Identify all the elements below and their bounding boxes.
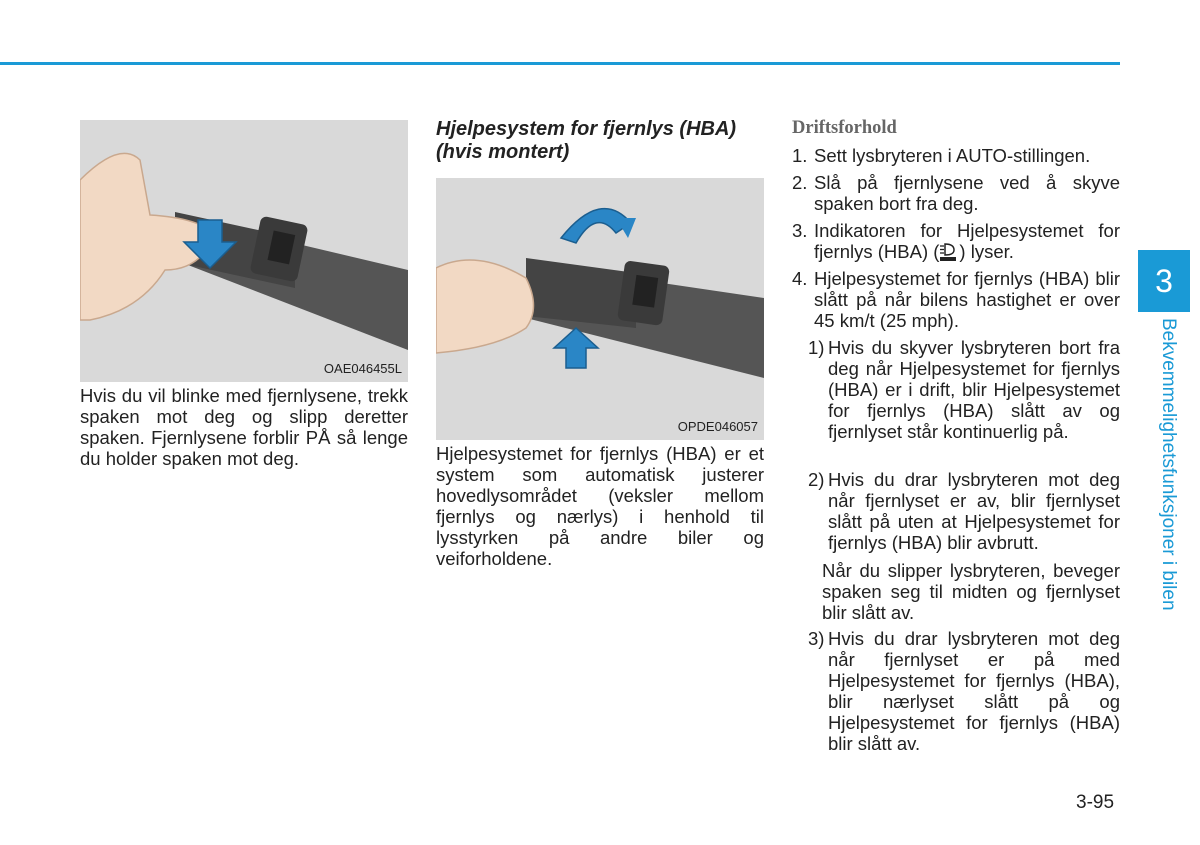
item-text: Indikatoren for Hjelpesystemet for fjernlys (HBA) ( ) lyser. bbox=[814, 220, 1120, 262]
figure-hba-stalk bbox=[436, 178, 764, 440]
subheading: Driftsforhold bbox=[792, 118, 897, 138]
sub-list-item bbox=[808, 469, 1120, 553]
chapter-tab: 3 bbox=[1138, 250, 1190, 312]
chapter-title: Bekvemmelighetsfunksjoner i bilen bbox=[1158, 318, 1179, 611]
paragraph-hba: Hjelpesystemet for fjernlys (HBA) er et system som automatisk justerer hovedlysområdet (veksler mellom fjernlys og nærlys) i henhold til lysstyrken på andre biler og veiforholdene. bbox=[436, 443, 764, 569]
sub-list-item bbox=[808, 628, 1120, 754]
item-text: Sett lysbryteren i AUTO-stillingen. bbox=[814, 145, 1091, 166]
list-item bbox=[792, 220, 1120, 262]
item-text: Slå på fjernlysene ved å skyve spaken bort fra deg. bbox=[814, 172, 1120, 214]
header-rule bbox=[0, 62, 1120, 65]
item-number: 3. bbox=[792, 220, 808, 241]
sub-list-note bbox=[822, 560, 1120, 623]
hba-indicator-icon bbox=[939, 242, 959, 261]
list-item bbox=[792, 268, 1120, 331]
item-number: 2. bbox=[792, 172, 808, 193]
page-number: 3-95 bbox=[1076, 792, 1115, 813]
heading-line-2: (hvis montert) bbox=[436, 141, 570, 163]
item-number: 2) bbox=[808, 469, 825, 490]
paragraph-flash: Hvis du vil blinke med fjernlysene, trekk spaken mot deg og slipp deretter spaken. Fjernlysene forblir PÅ så lenge du holder spaken mot deg. bbox=[80, 385, 408, 469]
item-number: 1. bbox=[792, 145, 808, 166]
list-item bbox=[792, 172, 1120, 214]
item-text: Hjelpesystemet for fjernlys (HBA) blir slått på når bilens hastighet er over 45 km/t (25 mph). bbox=[814, 268, 1120, 331]
sub-list-item bbox=[808, 337, 1120, 442]
item-text: Hvis du drar lysbryteren mot deg når fjernlyset er på med Hjelpesystemet for fjernlys (HBA), blir nærlyset slått på og Hjelpesystemet for fjernlys (HBA) blir slått av. bbox=[828, 628, 1120, 754]
figure-code: OPDE046057 bbox=[677, 419, 758, 434]
figure-flash-to-pass bbox=[80, 120, 408, 382]
item-text: Når du slipper lysbryteren, beveger spaken seg til midten og fjernlyset blir slått av. bbox=[822, 560, 1120, 623]
figure-code: OAE046455L bbox=[323, 361, 402, 376]
list-item bbox=[792, 145, 1120, 166]
stalk-illustration bbox=[80, 120, 408, 382]
item-text: Hvis du skyver lysbryteren bort fra deg når Hjelpesystemet for fjernlys (HBA) er i drift, blir Hjelpesystemet for fjernlys (HBA) slått av og fjernlyset står kontinuerlig på. bbox=[828, 337, 1120, 442]
item-number: 3) bbox=[808, 628, 825, 649]
item-text: Hvis du drar lysbryteren mot deg når fjernlyset er av, blir fjernlyset slått på uten at Hjelpesystemet for fjernlys (HBA) blir avbrutt. bbox=[828, 469, 1120, 553]
item-number: 4. bbox=[792, 268, 808, 289]
section-heading bbox=[436, 118, 766, 164]
stalk-illustration bbox=[436, 178, 764, 440]
heading-line-1: Hjelpesystem for fjernlys (HBA) bbox=[436, 118, 737, 140]
item-number: 1) bbox=[808, 337, 825, 358]
